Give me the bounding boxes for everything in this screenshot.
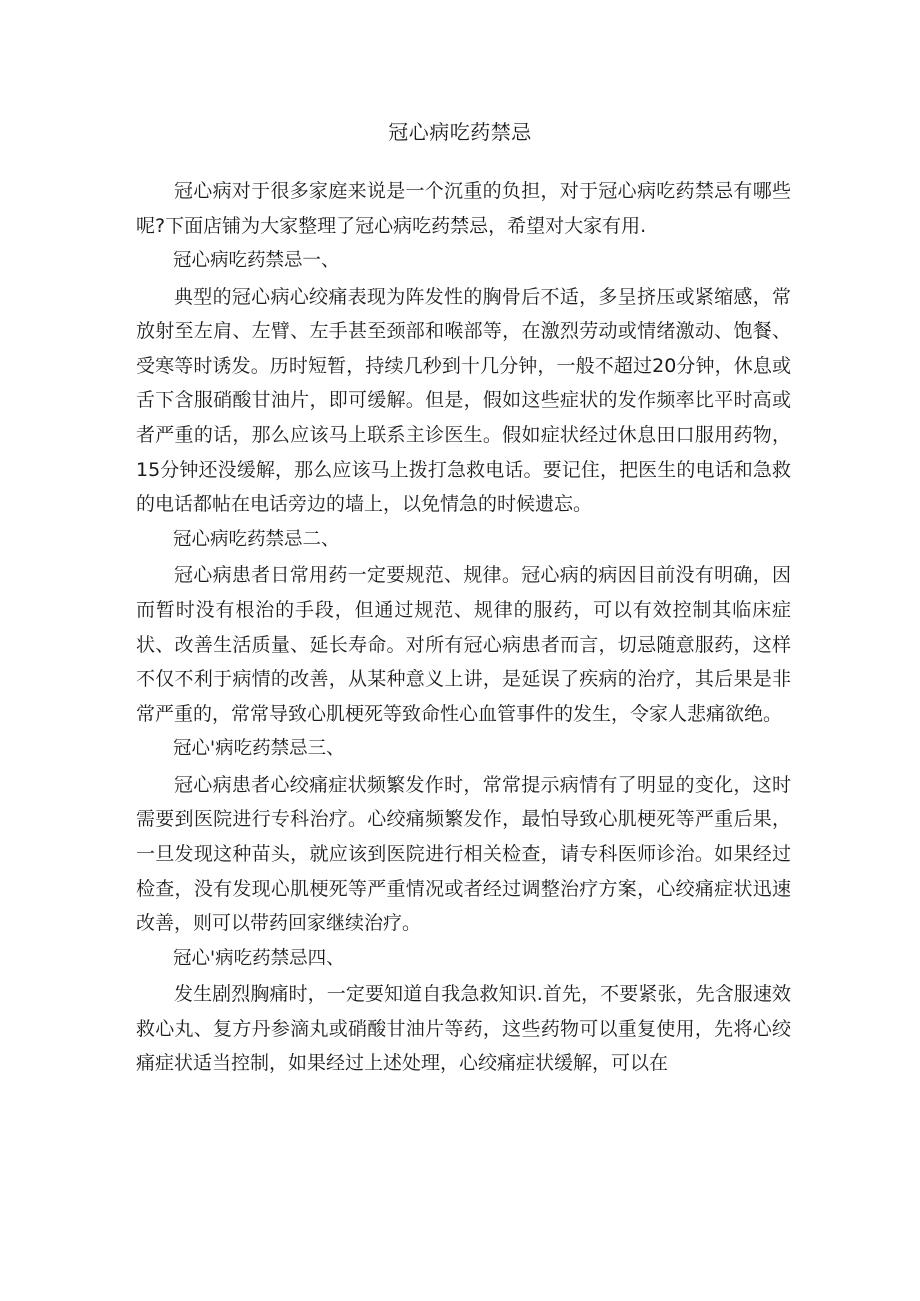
section-3-heading: 冠心'病吃药禁忌三、 [173,738,345,760]
section-1-heading: 冠心病吃药禁忌一、 [173,250,340,272]
page-title: 冠心病吃药禁忌 [388,120,532,144]
section-4-heading: 冠心'病吃药禁忌四、 [173,947,345,969]
article-body [136,174,791,1081]
intro-paragraph: 冠心病对于很多家庭来说是一个沉重的负担，对于冠心病吃药禁忌有哪些呢?下面店铺为大家整理了冠心病吃药禁忌，希望对大家有用. [136,180,791,237]
section-2-heading: 冠心病吃药禁忌二、 [173,528,340,550]
section-1-paragraph: 典型的冠心病心绞痛表现为阵发性的胸骨后不适，多呈挤压或紧缩感，常放射至左肩、左臂、左手甚至颈部和喉部等，在激烈劳动或情绪激动、饱餐、受寒等时诱发。历时短暂，持续几秒到十几分钟，一般不超过20分钟，休息或舌下含服硝酸甘油片，即可缓解。但是，假如这些症状的发作频率比平时高或者严重的话，那么应该马上联系主诊医生。假如症状经过休息田口服用药物，15分钟还没缓解，那么应该马上拨打急救电话。要记住，把医生的电话和急救的电话都帖在电话旁边的墙上，以免情急的时候遗忘。 [136,285,791,516]
section-3-paragraph: 冠心病患者心绞痛症状频繁发作时，常常提示病情有了明显的变化，这时需要到医院进行专科治疗。心绞痛频繁发作，最怕导致心肌梗死等严重后果，一旦发现这种苗头，就应该到医院进行相关检查，请专科医师诊治。如果经过检查，没有发现心肌梗死等严重情况或者经过调整治疗方案，心绞痛症状迅速改善，则可以带药回家继续治疗。 [136,773,791,935]
section-4-paragraph: 发生剧烈胸痛时，一定要知道自我急救知识.首先，不要紧张，先含服速效救心丸、复方丹参滴丸或硝酸甘油片等药，这些药物可以重复使用，先将心绞痛症状适当控制，如果经过上述处理，心绞痛症状缓解，可以在 [136,983,791,1075]
section-2-paragraph: 冠心病患者日常用药一定要规范、规律。冠心病的病因目前没有明确，因而暂时没有根治的手段，但通过规范、规律的服药，可以有效控制其临床症状、改善生活质量、延长寿命。对所有冠心病患者而言，切忌随意服药，这样不仅不利于病情的改善，从某种意义上讲，是延误了疾病的治疗，其后果是非常严重的，常常导致心肌梗死等致命性心血管事件的发生，令家人悲痛欲绝。 [136,564,791,725]
